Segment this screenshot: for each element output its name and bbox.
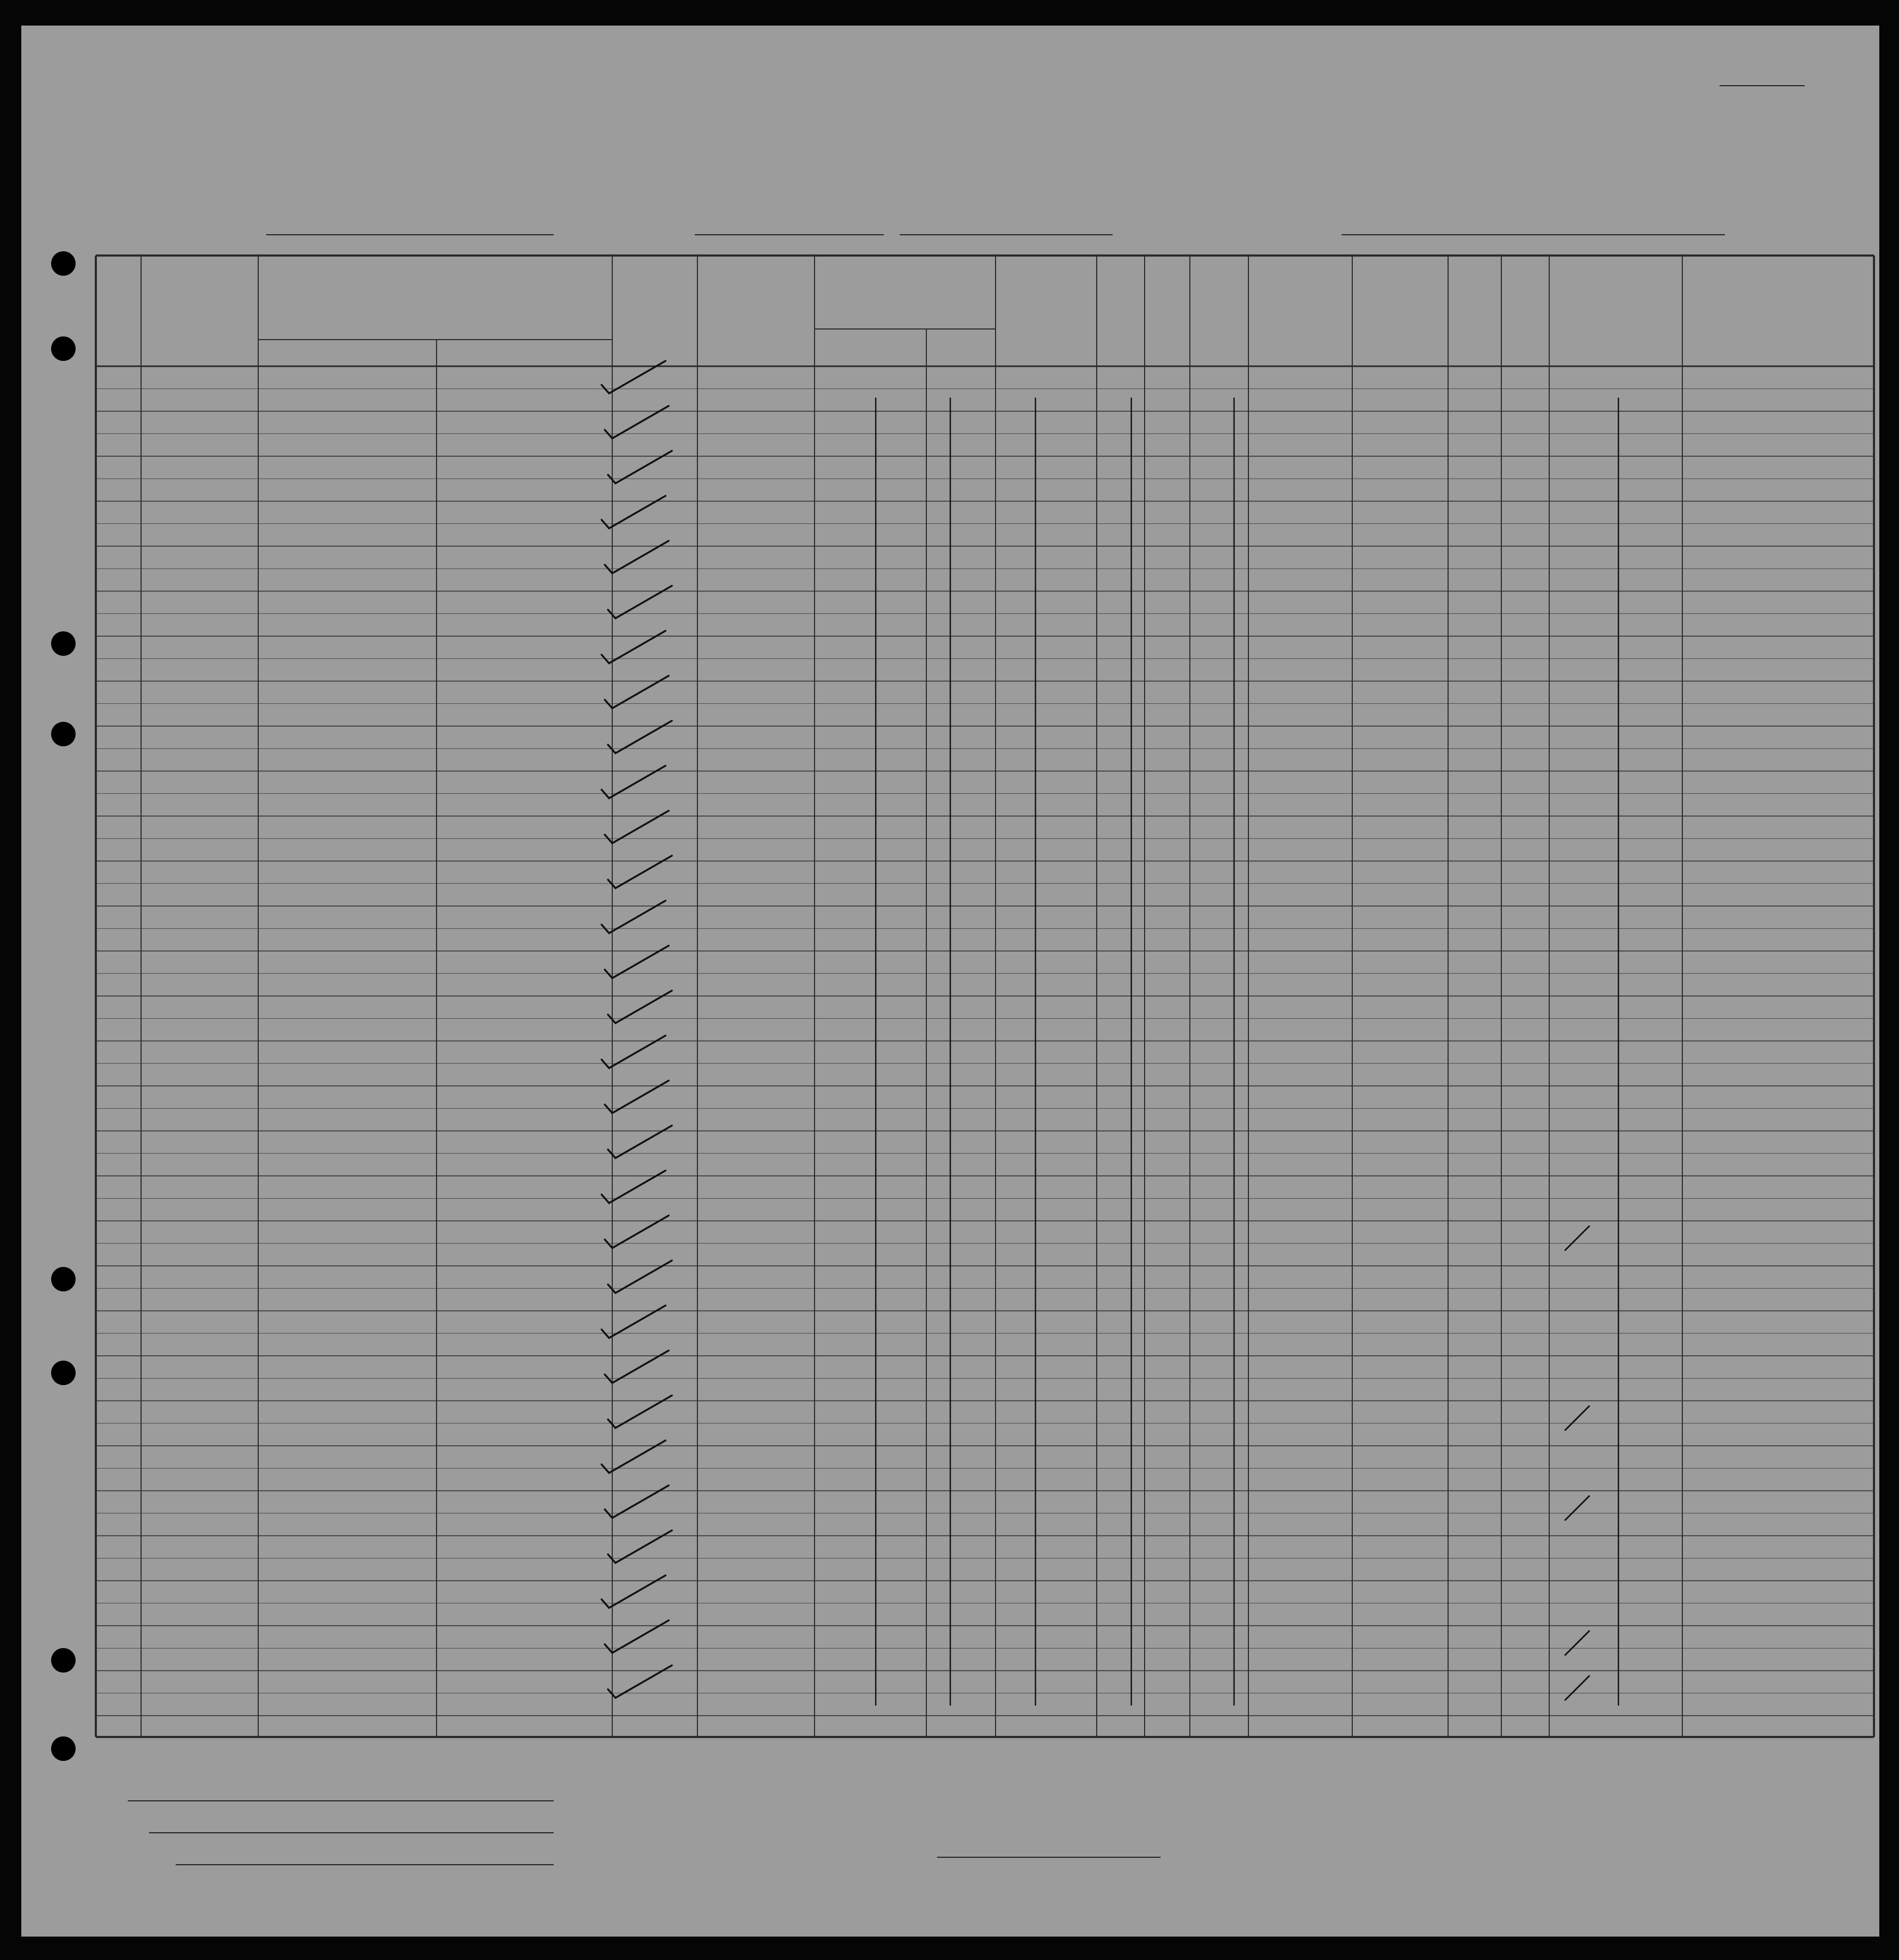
length-of-service-checkmark — [602, 1440, 665, 1473]
length-of-service-checkmark — [605, 1620, 669, 1653]
binder-hole — [51, 1736, 76, 1761]
length-of-service-checkmark — [608, 721, 672, 753]
length-of-service-checkmark — [602, 631, 665, 663]
binder-hole — [51, 631, 76, 656]
checkmarks-layer — [21, 26, 1879, 1937]
binder-hole — [51, 336, 76, 361]
inspector-line — [937, 1857, 1161, 1858]
length-of-service-checkmark — [602, 361, 665, 393]
length-of-service-checkmark — [602, 1576, 665, 1608]
length-of-service-checkmark — [605, 676, 669, 709]
binder-hole — [51, 1267, 76, 1291]
length-of-service-checkmark — [602, 1306, 665, 1338]
length-of-service-checkmark — [602, 1036, 665, 1068]
length-of-service-checkmark — [608, 991, 672, 1023]
binder-hole — [51, 251, 76, 276]
line-underline — [128, 1800, 554, 1801]
length-of-service-checkmark — [608, 1396, 672, 1428]
length-of-service-checkmark — [605, 811, 669, 843]
length-of-service-checkmark — [605, 1216, 669, 1248]
length-of-service-checkmark — [605, 406, 669, 439]
length-of-service-checkmark — [605, 946, 669, 978]
length-of-service-checkmark — [608, 1261, 672, 1293]
agents-underline — [176, 1864, 554, 1865]
length-of-service-checkmark — [602, 496, 665, 529]
physical-mark-slash — [1565, 1406, 1589, 1430]
binder-hole — [51, 1361, 76, 1385]
length-of-service-checkmark — [608, 1666, 672, 1698]
length-of-service-checkmark — [608, 586, 672, 619]
length-of-service-checkmark — [608, 1530, 672, 1563]
length-of-service-checkmark — [605, 541, 669, 573]
length-of-service-checkmark — [608, 451, 672, 483]
length-of-service-checkmark — [608, 856, 672, 888]
length-of-service-checkmark — [605, 1081, 669, 1113]
length-of-service-checkmark — [605, 1486, 669, 1518]
physical-mark-slash — [1565, 1676, 1589, 1700]
length-of-service-checkmark — [602, 901, 665, 933]
length-of-service-checkmark — [602, 1171, 665, 1203]
physical-mark-slash — [1565, 1496, 1589, 1520]
physical-mark-slash — [1565, 1631, 1589, 1655]
length-of-service-checkmark — [608, 1126, 672, 1158]
owners-underline — [149, 1832, 554, 1833]
binder-hole — [51, 722, 76, 746]
physical-mark-slash — [1565, 1226, 1589, 1250]
length-of-service-checkmark — [605, 1350, 669, 1383]
binder-hole — [51, 1648, 76, 1673]
length-of-service-checkmark — [602, 766, 665, 798]
manifest-sheet — [21, 26, 1879, 1937]
